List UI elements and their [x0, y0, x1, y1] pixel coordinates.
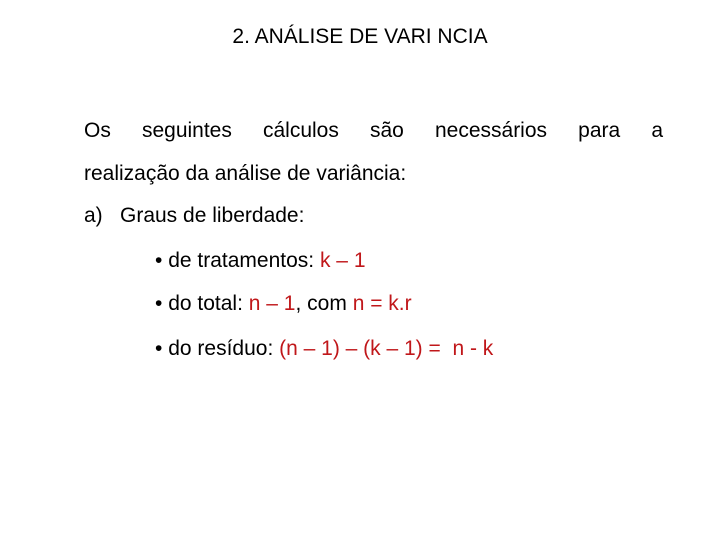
list-marker: a) — [84, 204, 103, 227]
bullet-icon: • — [155, 337, 163, 360]
bullet-icon: • — [155, 249, 163, 272]
formula-n-definition: n = k.r — [352, 292, 412, 315]
bullet-label: de tratamentos: — [168, 249, 315, 272]
bullet-label: do resíduo: — [168, 337, 274, 360]
bullet-separator: , com — [295, 292, 347, 315]
list-item-a — [84, 201, 304, 231]
bullet-residuo — [155, 334, 493, 364]
formula-tratamentos: k – 1 — [319, 249, 366, 272]
intro-text-line-2: realização da análise de variância: — [84, 162, 407, 185]
bullet-icon: • — [155, 292, 163, 315]
list-item-text: Graus de liberdade: — [120, 204, 305, 227]
formula-total: n – 1 — [248, 292, 296, 315]
intro-text-line-1: Os seguintes cálculos são necessários para a — [84, 119, 663, 142]
slide-title: 2. ANÁLISE DE VARI NCIA — [232, 25, 488, 48]
bullet-label: do total: — [168, 292, 243, 315]
formula-residuo: (n – 1) – (k – 1) = n - k — [279, 337, 494, 360]
bullet-total — [155, 289, 412, 319]
bullet-tratamentos — [155, 246, 366, 276]
